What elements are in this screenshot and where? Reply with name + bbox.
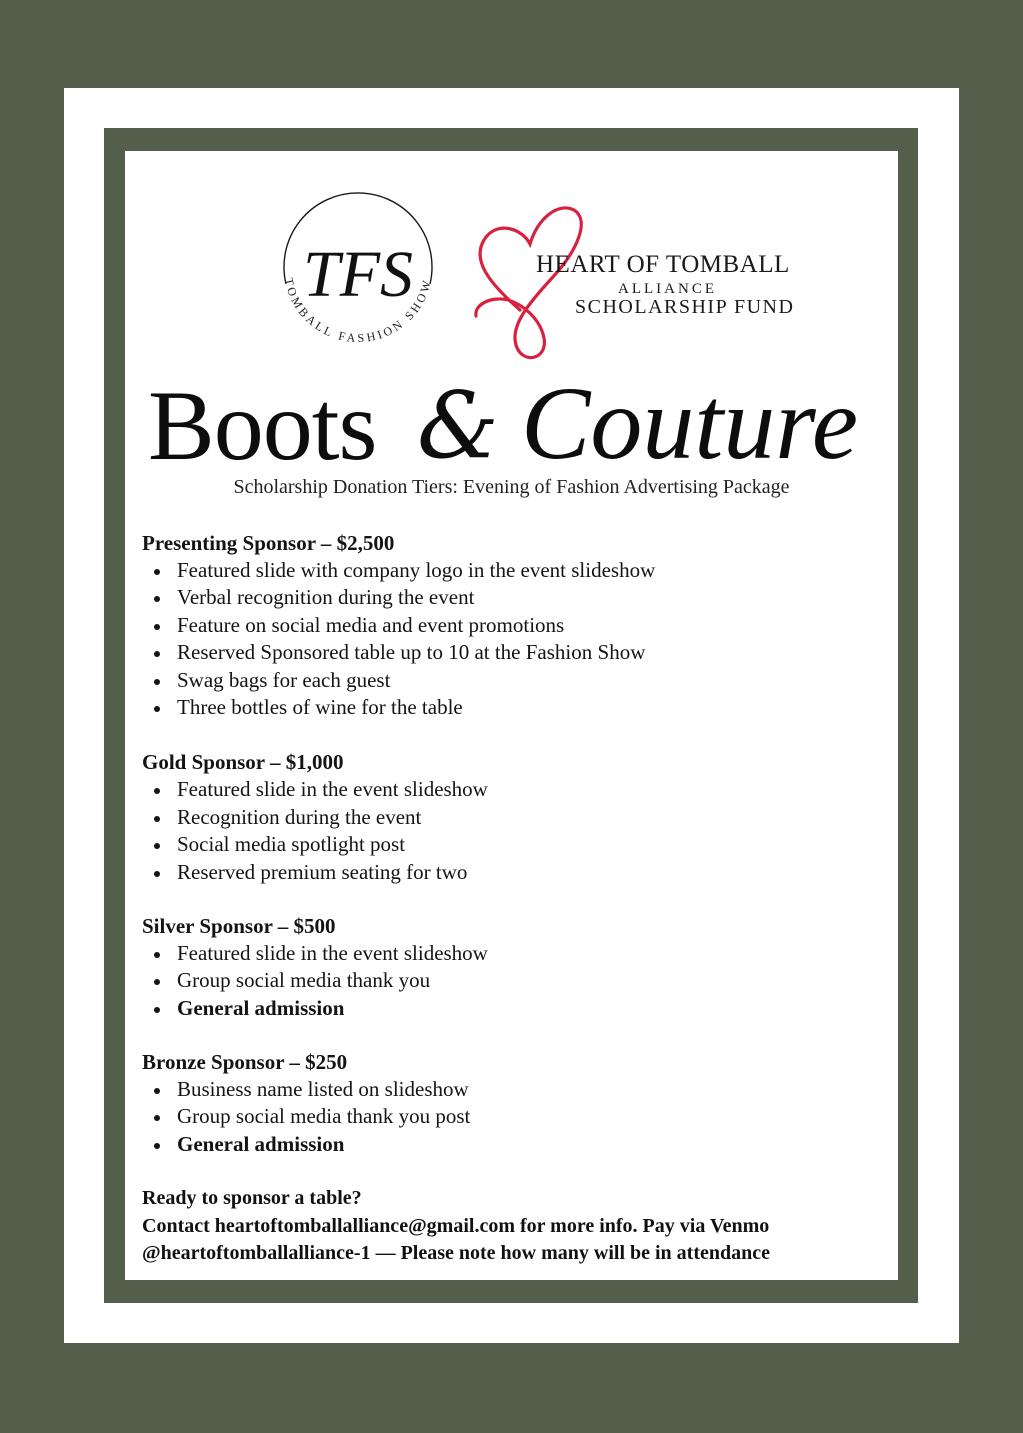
title-couture: Couture (521, 366, 859, 481)
tier-gold (142, 748, 882, 886)
tier-benefit: Reserved Sponsored table up to 10 at the Fashion Show (142, 639, 882, 666)
sponsorship-tiers (142, 529, 882, 1158)
event-title (145, 366, 905, 481)
contact-info (142, 1185, 882, 1268)
alliance-label: ALLIANCE (618, 281, 717, 297)
tier-benefit: General admission (142, 1131, 882, 1158)
scholarship-fund-label: SCHOLARSHIP FUND (575, 296, 795, 318)
title-ampersand: & (417, 372, 499, 479)
tier-benefit: Swag bags for each guest (142, 667, 882, 694)
tier-heading: Silver Sponsor – $500 (142, 913, 336, 938)
tier-benefit: Business name listed on slideshow (142, 1076, 882, 1103)
tier-benefit: Reserved premium seating for two (142, 859, 882, 886)
tier-benefit: General admission (142, 995, 882, 1022)
tier-benefit: Feature on social media and event promotions (142, 612, 882, 639)
subtitle: Scholarship Donation Tiers: Evening of Fashion Advertising Package (233, 476, 790, 498)
title-boots: Boots (148, 370, 377, 481)
tier-benefit: Three bottles of wine for the table (142, 694, 882, 721)
tfs-ring-text: TOMBALL FASHION SHOW (281, 276, 435, 346)
tier-benefit: Featured slide in the event slideshow (142, 776, 882, 803)
tier-benefit: Group social media thank you (142, 967, 882, 994)
heart-of-tomball-name: HEART OF TOMBALL (536, 251, 790, 278)
tier-heading: Presenting Sponsor – $2,500 (142, 531, 395, 555)
tier-benefit: Recognition during the event (142, 804, 882, 831)
tier-heading: Gold Sponsor – $1,000 (142, 750, 344, 775)
tier-benefit: Featured slide in the event slideshow (142, 940, 882, 967)
tier-presenting (142, 529, 882, 721)
tier-benefit: Group social media thank you post (142, 1103, 882, 1130)
tfs-monogram: TFS (302, 238, 414, 311)
tier-benefit: Social media spotlight post (142, 831, 882, 858)
tier-silver (142, 912, 882, 1022)
tomball-fashion-show-logo (270, 188, 446, 364)
contact-venmo-line: @heartoftomballalliance-1 — Please note how many will be in attendance (142, 1242, 770, 1264)
tier-heading: Bronze Sponsor – $250 (142, 1050, 348, 1075)
contact-cta: Ready to sponsor a table? (142, 1187, 362, 1209)
tier-bronze (142, 1048, 882, 1158)
tier-benefit: Verbal recognition during the event (142, 584, 882, 611)
tier-benefit: Featured slide with company logo in the event slideshow (142, 557, 882, 584)
contact-email-line: Contact heartoftomballalliance@gmail.com for more info. Pay via Venmo (142, 1214, 770, 1237)
